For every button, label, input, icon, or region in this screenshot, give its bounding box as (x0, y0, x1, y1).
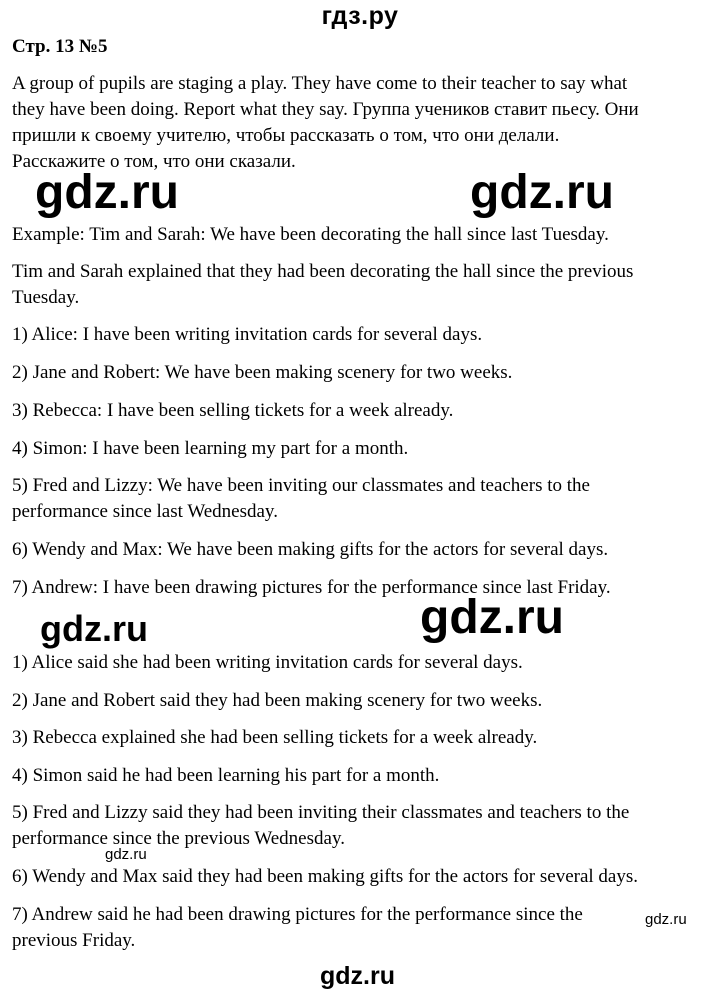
example-answer-line-1: Tim and Sarah explained that they had been decorating the hall since the previous (12, 261, 634, 282)
answer-6: 6) Wendy and Max said they had been making gifts for the actors for several days. (12, 866, 638, 887)
answer-2: 2) Jane and Robert said they had been making scenery for two weeks. (12, 690, 543, 711)
statement-5-line-2: performance since last Wednesday. (12, 501, 278, 522)
watermark: gdz.ru (105, 846, 147, 863)
example-prompt: Example: Tim and Sarah: We have been decorating the hall since last Tuesday. (12, 224, 609, 245)
statement-2: 2) Jane and Robert: We have been making scenery for two weeks. (12, 362, 513, 383)
watermark: gdz.ru (470, 166, 614, 219)
example-answer-line-2: Tuesday. (12, 287, 80, 308)
answer-1: 1) Alice said she had been writing invitation cards for several days. (12, 652, 523, 673)
statement-3: 3) Rebecca: I have been selling tickets for a week already. (12, 400, 454, 421)
answer-3: 3) Rebecca explained she had been selling tickets for a week already. (12, 727, 538, 748)
task-line-3: пришли к своему учителю, чтобы рассказать о том, что они делали. (12, 125, 560, 146)
task-line-1: A group of pupils are staging a play. They have come to their teacher to say what (12, 73, 628, 94)
watermark-footer: gdz.ru (320, 962, 395, 990)
watermark: gdz.ru (35, 166, 179, 219)
watermark: gdz.ru (40, 608, 148, 649)
watermark: gdz.ru (420, 591, 564, 644)
watermark: gdz.ru (645, 911, 687, 928)
task-line-2: they have been doing. Report what they say. Группа учеников ставит пьесу. Они (12, 99, 639, 120)
site-header: гдз.ру (321, 2, 399, 30)
answer-5-line-2: performance since the previous Wednesday. (12, 828, 345, 849)
answer-4: 4) Simon said he had been learning his part for a month. (12, 765, 440, 786)
statement-1: 1) Alice: I have been writing invitation cards for several days. (12, 324, 483, 345)
task-line-4: Расскажите о том, что они сказали. (12, 151, 296, 172)
answer-7-line-1: 7) Andrew said he had been drawing pictures for the performance since the (12, 904, 583, 925)
answer-5-line-1: 5) Fred and Lizzy said they had been inviting their classmates and teachers to the (12, 802, 630, 823)
page-title: Стр. 13 №5 (12, 36, 108, 57)
answer-7-line-2: previous Friday. (12, 930, 136, 951)
statement-6: 6) Wendy and Max: We have been making gifts for the actors for several days. (12, 539, 609, 560)
statement-7: 7) Andrew: I have been drawing pictures for the performance since last Friday. (12, 577, 611, 598)
statement-5-line-1: 5) Fred and Lizzy: We have been inviting our classmates and teachers to the (12, 475, 590, 496)
statement-4: 4) Simon: I have been learning my part for a month. (12, 438, 409, 459)
